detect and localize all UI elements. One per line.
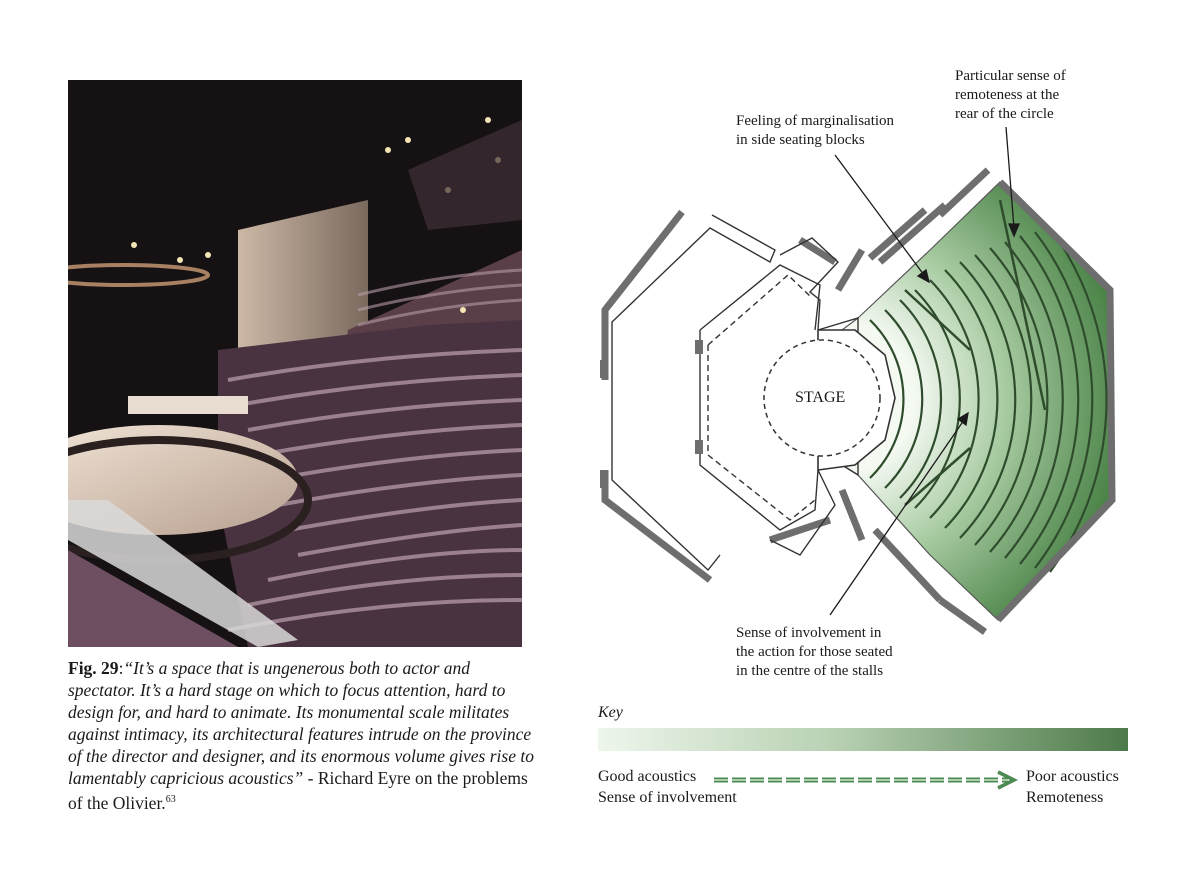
annotation-marginalisation bbox=[736, 112, 894, 150]
key-arrow-icon bbox=[712, 770, 1024, 790]
key-poor-acoustics: Poor acoustics bbox=[1026, 768, 1119, 785]
figure-label: Fig. 29 bbox=[68, 658, 119, 678]
stage-label: STAGE bbox=[795, 389, 846, 406]
annotation-line: remoteness at the bbox=[955, 87, 1060, 103]
annotation-involvement bbox=[736, 624, 893, 681]
annotation-line: Particular sense of bbox=[955, 68, 1066, 84]
key-title: Key bbox=[598, 704, 623, 721]
annotation-line: Sense of involvement in bbox=[736, 625, 882, 641]
annotation-line: Feeling of marginalisation bbox=[736, 113, 895, 129]
annotation-remoteness bbox=[955, 67, 1066, 124]
key-remoteness: Remoteness bbox=[1026, 789, 1104, 806]
annotation-line: rear of the circle bbox=[955, 106, 1054, 122]
annotation-line: the action for those seated bbox=[736, 644, 893, 660]
olivier-plan-diagram bbox=[580, 60, 1140, 720]
key-gradient-bar bbox=[598, 728, 1128, 751]
caption-quote: “It’s a space that is ungenerous both to actor and spectator. It’s a hard stage on which to focus attention, hard to design for, and hard to animate. Its monumental scale militates against intimacy, its architectural features intrude on the province of the director and designer, and its enormous volume gives rise to lamentably capricious acoustics” bbox=[68, 658, 534, 788]
auditorium-photo bbox=[68, 80, 522, 647]
key-sense-of-involvement: Sense of involvement bbox=[598, 789, 737, 806]
caption-attribution: - Richard Eyre on the problems of the Olivier. bbox=[68, 768, 528, 813]
annotation-line: in the centre of the stalls bbox=[736, 663, 884, 679]
footnote-ref: 63 bbox=[165, 794, 176, 805]
figure-caption: Fig. 29:“It’s a space that is ungenerous both to actor and spectator. It’s a hard stage on which to focus attention, hard to design for, and hard to animate. Its monumental scale militates against intimacy, its architectural features intrude on the province of the director and designer, and its enormous volume gives rise to lamentably capricious acoustics” - Richard Eyre on the problems of the Olivier.$^{63}$ bbox=[68, 658, 534, 813]
annotation-line: in side seating blocks bbox=[736, 132, 865, 148]
key-good-acoustics: Good acoustics bbox=[598, 768, 697, 785]
